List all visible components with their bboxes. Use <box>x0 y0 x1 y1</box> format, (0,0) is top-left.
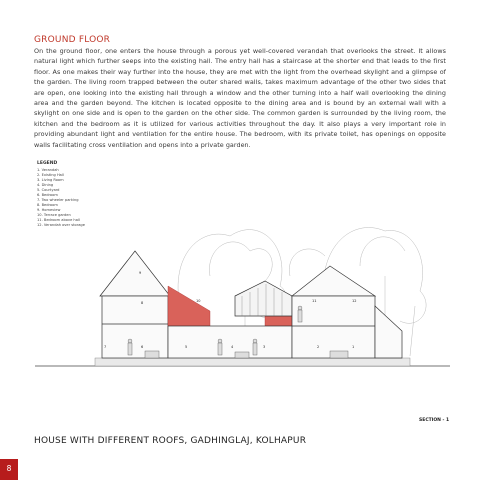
room-number: 9 <box>139 271 142 275</box>
legend-item: 9. Homeview <box>37 208 61 212</box>
plinth <box>95 358 410 366</box>
left-gable-block <box>100 251 170 358</box>
center-roof <box>235 281 292 316</box>
legend-item: 2. Existing Hall <box>37 173 64 177</box>
room-number: 2 <box>317 345 320 349</box>
legend-item: 5. Courtyard <box>37 188 60 192</box>
legend-item: 7. Two wheeler parking <box>37 198 79 202</box>
room-number: 5 <box>185 345 188 349</box>
room-number: 6 <box>141 345 144 349</box>
legend-item: 3. Living Room <box>37 178 64 182</box>
room-number: 3 <box>263 345 266 349</box>
room-number: 1 <box>352 345 355 349</box>
room-number: 7 <box>104 345 107 349</box>
section-label: SECTION - 1 <box>419 418 450 423</box>
room-number: 12 <box>352 299 357 303</box>
legend-item: 12. Verandah over storage <box>37 223 85 227</box>
room-number: 10 <box>196 299 201 303</box>
legend-item: 10. Terrace garden <box>37 213 71 217</box>
legend-item: 4. Dining <box>37 183 54 187</box>
page-number: 8 <box>6 464 12 473</box>
legend-item: 11. Bedroom above hall <box>37 218 80 222</box>
center-block <box>168 326 292 358</box>
right-block <box>292 266 402 358</box>
legend-item: 8. Bedroom <box>37 203 58 207</box>
body-paragraph: On the ground floor, one enters the house through a porous yet well-covered verandah that overlooks the street. It allows natural light which further seeps into the existing hall. The entry hall has a staircase at the shorter end that leads to the first floor. As one makes their way further into the house, they are met with the light from the overhead skylight and a glimpse of the garden. The living room trapped between the outer shared walls, takes maximum advantage of the other two sides that are open, one looking into the existing hall through a window and the other turning into a half wall overlooking the dining area and the garden beyond. The kitchen is located opposite to the dining area and is bound by an external wall with a skylight on one side and is open to the garden on the other side. The common garden is surrounded by the living room, the kitchen and the bedroom as it is utilized for various activities throughout the day. It also plays a very important role in providing abundant light and ventilation for the entire house. The bedroom, with its private toilet, has openings on opposite walls facilitating cross ventilation and opens into a private garden. <box>34 47 446 149</box>
legend-item: 6. Bedroom <box>37 193 58 197</box>
room-number: 8 <box>141 301 144 305</box>
section-heading: GROUND FLOOR <box>34 35 111 45</box>
legend-title: LEGEND <box>37 161 58 166</box>
figure-caption: HOUSE WITH DIFFERENT ROOFS, GADHINGLAJ, KOLHAPUR <box>34 436 307 446</box>
architectural-section-drawing <box>30 156 455 436</box>
room-number: 11 <box>312 299 317 303</box>
legend-list <box>37 168 85 228</box>
room-number: 4 <box>231 345 234 349</box>
legend-item: 1. Verandah <box>37 168 59 172</box>
